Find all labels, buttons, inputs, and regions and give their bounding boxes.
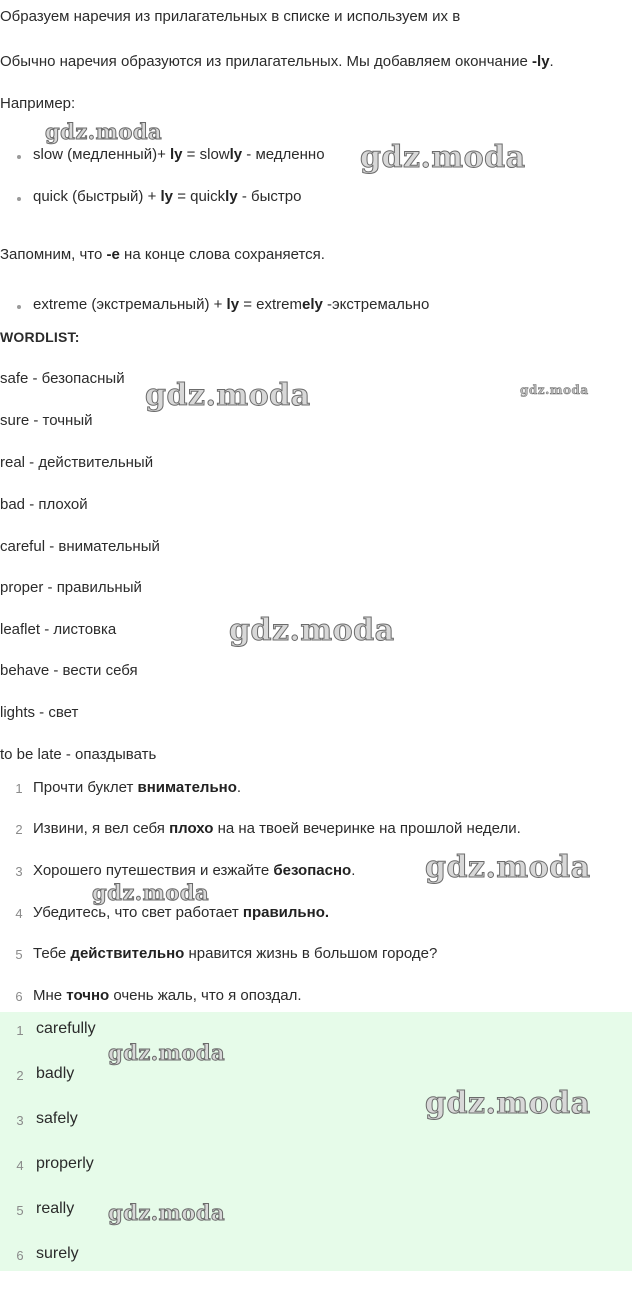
wordlist-heading: WORDLIST: (0, 329, 80, 345)
wordlist-item: real - действительный (0, 454, 154, 471)
sentence-item: Тебе действительно нравится жизнь в большом городе? (33, 945, 438, 962)
sentence-number: 5 (15, 947, 23, 962)
answer-item: badly (36, 1065, 75, 1082)
example-item: extreme (экстремальный) + ly = extremely -экстремально (33, 296, 430, 313)
sentence-number: 2 (15, 822, 23, 837)
rule-text: Обычно наречия образуются из прилагательных. Мы добавляем окончание -ly. (0, 53, 554, 70)
answer-number: 5 (16, 1203, 24, 1218)
sentence-number: 4 (15, 906, 23, 921)
sentence-item: Извини, я вел себя плохо на на твоей вечеринке на прошлой недели. (33, 820, 521, 837)
watermark: gdz.moda (425, 850, 591, 885)
answer-item: safely (36, 1110, 78, 1127)
answer-box (0, 1012, 632, 1271)
watermark: gdz.moda (520, 383, 589, 397)
sentence-item: Прочти буклет внимательно. (33, 779, 242, 796)
wordlist-item: lights - свет (0, 704, 79, 721)
sentence-item: Убедитесь, что свет работает правильно. (33, 904, 330, 921)
wordlist-item: sure - точный (0, 412, 93, 429)
watermark: gdz.moda (229, 613, 395, 648)
sentence-number: 1 (15, 781, 23, 796)
remember-text: Запомним, что -е на конце слова сохраняется. (0, 246, 325, 263)
sentence-item: Хорошего путешествия и езжайте безопасно. (33, 862, 356, 879)
answer-item: carefully (36, 1020, 96, 1037)
example-item: slow (медленный)+ ly = slowly - медленно (33, 146, 325, 163)
task-text: Образуем наречия из прилагательных в списке и используем их в (0, 8, 461, 25)
wordlist-item: safe - безопасный (0, 370, 125, 387)
watermark: gdz.moda (108, 1200, 226, 1225)
example-label: Например: (0, 95, 76, 112)
watermark: gdz.moda (145, 378, 311, 413)
watermark: gdz.moda (45, 119, 163, 144)
answer-item: properly (36, 1155, 94, 1172)
answer-number: 4 (16, 1158, 24, 1173)
sentence-item: Мне точно очень жаль, что я опоздал. (33, 987, 302, 1004)
answer-number: 6 (16, 1248, 24, 1263)
wordlist-item: behave - вести себя (0, 662, 138, 679)
watermark: gdz.moda (92, 880, 210, 905)
sentence-number: 3 (15, 864, 23, 879)
answer-number: 1 (16, 1023, 24, 1038)
watermark: gdz.moda (425, 1086, 591, 1121)
wordlist-item: bad - плохой (0, 496, 88, 513)
example-item: quick (быстрый) + ly = quickly - быстро (33, 188, 302, 205)
watermark: gdz.moda (108, 1040, 226, 1065)
answer-item: really (36, 1200, 75, 1217)
answer-number: 2 (16, 1068, 24, 1083)
bullet-marker (17, 155, 21, 159)
bullet-marker (17, 305, 21, 309)
sentence-number: 6 (15, 989, 23, 1004)
wordlist-item: careful - внимательный (0, 538, 160, 555)
wordlist-item: proper - правильный (0, 579, 142, 596)
answer-number: 3 (16, 1113, 24, 1128)
bullet-marker (17, 197, 21, 201)
watermark: gdz.moda (360, 140, 526, 175)
wordlist-item: to be late - опаздывать (0, 746, 157, 763)
answer-item: surely (36, 1245, 79, 1262)
wordlist-item: leaflet - листовка (0, 621, 117, 638)
